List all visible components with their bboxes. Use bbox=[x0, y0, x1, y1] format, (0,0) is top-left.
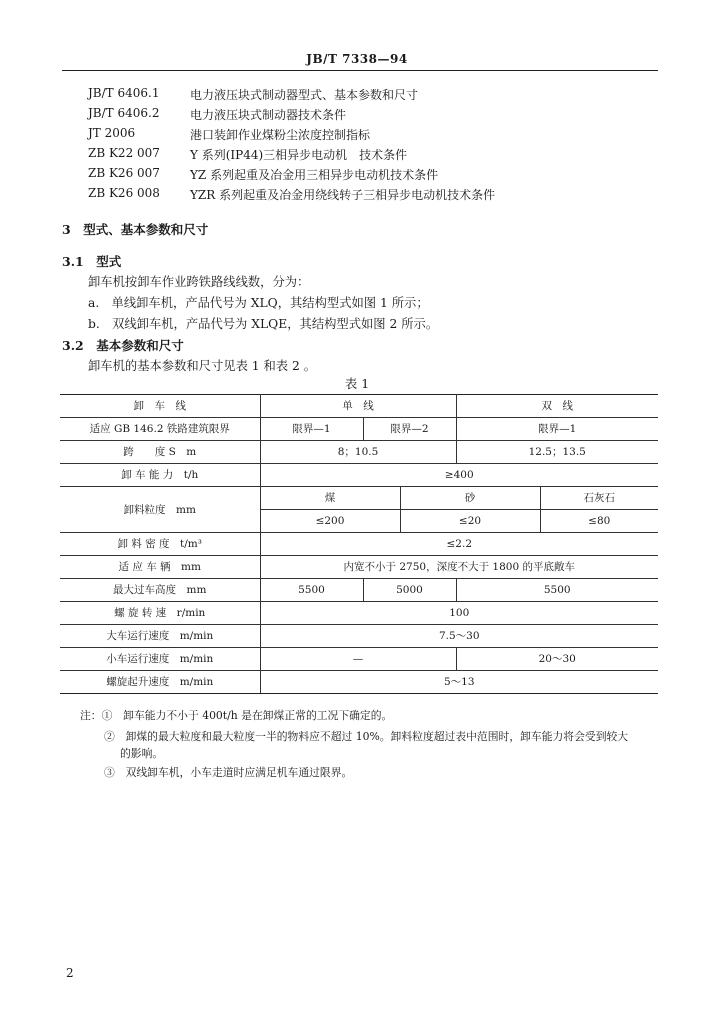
row-label: 最大过车高度 mm bbox=[60, 579, 260, 602]
ref-code: ZB K26 007 bbox=[88, 166, 160, 180]
doc-header: JB/T 7338—94 bbox=[306, 52, 408, 66]
table-note: 的影响。 bbox=[120, 747, 164, 760]
ref-title: YZ 系列起重及冶金用三相异步电动机技术条件 bbox=[190, 168, 439, 182]
table-note: ③ 双线卸车机，小车走道时应满足机车通过限界。 bbox=[104, 766, 353, 779]
ref-code: JB/T 6406.1 bbox=[88, 86, 160, 100]
table-caption: 表 1 bbox=[344, 376, 370, 391]
table-cell: ≤2.2 bbox=[260, 533, 658, 556]
header-rule bbox=[62, 70, 658, 71]
table-cell: 5000 bbox=[363, 579, 456, 602]
section-heading: 3 型式、基本参数和尺寸 bbox=[62, 222, 209, 237]
ref-code: ZB K22 007 bbox=[88, 146, 160, 160]
ref-title: 电力液压块式制动器型式、基本参数和尺寸 bbox=[190, 88, 419, 102]
row-label: 螺 旋 转 速 r/min bbox=[60, 602, 260, 625]
page-number: 2 bbox=[66, 966, 74, 980]
paragraph: 卸车机按卸车作业跨铁路线线数，分为： bbox=[88, 275, 310, 289]
table-cell: 砂 bbox=[400, 487, 540, 510]
table-cell: 石灰石 bbox=[540, 487, 658, 510]
table-cell: ≤200 bbox=[260, 510, 400, 533]
row-label: 卸 车 能 力 t/h bbox=[60, 464, 260, 487]
parameter-table bbox=[60, 394, 658, 694]
row-label: 卸 料 密 度 t/m³ bbox=[60, 533, 260, 556]
table-row bbox=[60, 418, 658, 441]
table-cell: 限界—2 bbox=[363, 418, 456, 441]
table-cell: ≤20 bbox=[400, 510, 540, 533]
table-row bbox=[60, 671, 658, 694]
table-cell: 100 bbox=[260, 602, 658, 625]
table-row bbox=[60, 441, 658, 464]
table-cell: 7.5～30 bbox=[260, 625, 658, 648]
table-row bbox=[60, 533, 658, 556]
table-cell: 煤 bbox=[260, 487, 400, 510]
ref-title: 电力液压块式制动器技术条件 bbox=[190, 108, 347, 122]
list-item: a. 单线卸车机，产品代号为 XLQ，其结构型式如图 1 所示； bbox=[88, 296, 429, 310]
table-cell: 20～30 bbox=[456, 648, 658, 671]
row-label: 大车运行速度 m/min bbox=[60, 625, 260, 648]
table-row bbox=[60, 602, 658, 625]
table-cell: 5500 bbox=[456, 579, 658, 602]
row-label: 螺旋起升速度 m/min bbox=[60, 671, 260, 694]
list-item: b. 双线卸车机，产品代号为 XLQE，其结构型式如图 2 所示。 bbox=[88, 317, 439, 331]
paragraph: 卸车机的基本参数和尺寸见表 1 和表 2 。 bbox=[88, 359, 317, 373]
ref-title: Y 系列(IP44)三相异步电动机 技术条件 bbox=[190, 148, 408, 162]
table-row bbox=[60, 395, 658, 418]
table-row bbox=[60, 648, 658, 671]
table-cell: 内宽不小于 2750，深度不大于 1800 的平底敞车 bbox=[260, 556, 658, 579]
table-cell: 单 线 bbox=[260, 395, 456, 418]
table-row bbox=[60, 579, 658, 602]
table-note: 注：① 卸车能力不小于 400t/h 是在卸煤正常的工况下确定的。 bbox=[80, 709, 393, 722]
row-label: 小车运行速度 m/min bbox=[60, 648, 260, 671]
table-cell: ≥400 bbox=[260, 464, 658, 487]
ref-code: JB/T 6406.2 bbox=[88, 106, 160, 120]
table-cell: 8；10.5 bbox=[260, 441, 456, 464]
ref-code: ZB K26 008 bbox=[88, 186, 160, 200]
row-label: 卸料粒度 mm bbox=[60, 487, 260, 533]
row-label: 适应 GB 146.2 铁路建筑限界 bbox=[60, 418, 260, 441]
table-cell: 限界—1 bbox=[456, 418, 658, 441]
table-row bbox=[60, 556, 658, 579]
subsection-heading: 3.2 基本参数和尺寸 bbox=[62, 338, 184, 353]
subsection-heading: 3.1 型式 bbox=[62, 254, 122, 269]
table-cell: 5～13 bbox=[260, 671, 658, 694]
table-cell: 双 线 bbox=[456, 395, 658, 418]
table-cell: — bbox=[260, 648, 456, 671]
ref-title: 港口装卸作业煤粉尘浓度控制指标 bbox=[190, 128, 371, 142]
ref-code: JT 2006 bbox=[88, 126, 136, 140]
table-cell: 限界—1 bbox=[260, 418, 363, 441]
table-cell: ≤80 bbox=[540, 510, 658, 533]
table-row bbox=[60, 464, 658, 487]
ref-title: YZR 系列起重及冶金用绕线转子三相异步电动机技术条件 bbox=[190, 188, 496, 202]
table-note: ② 卸煤的最大粒度和最大粒度一半的物料应不超过 10%。卸料粒度超过表中范围时，卸车能力将会受到较大 bbox=[104, 730, 629, 743]
row-label: 适 应 车 辆 mm bbox=[60, 556, 260, 579]
row-label: 卸 车 线 bbox=[60, 395, 260, 418]
table-row bbox=[60, 487, 658, 510]
table-cell: 12.5；13.5 bbox=[456, 441, 658, 464]
table-row bbox=[60, 625, 658, 648]
table-cell: 5500 bbox=[260, 579, 363, 602]
row-label: 跨 度 S m bbox=[60, 441, 260, 464]
